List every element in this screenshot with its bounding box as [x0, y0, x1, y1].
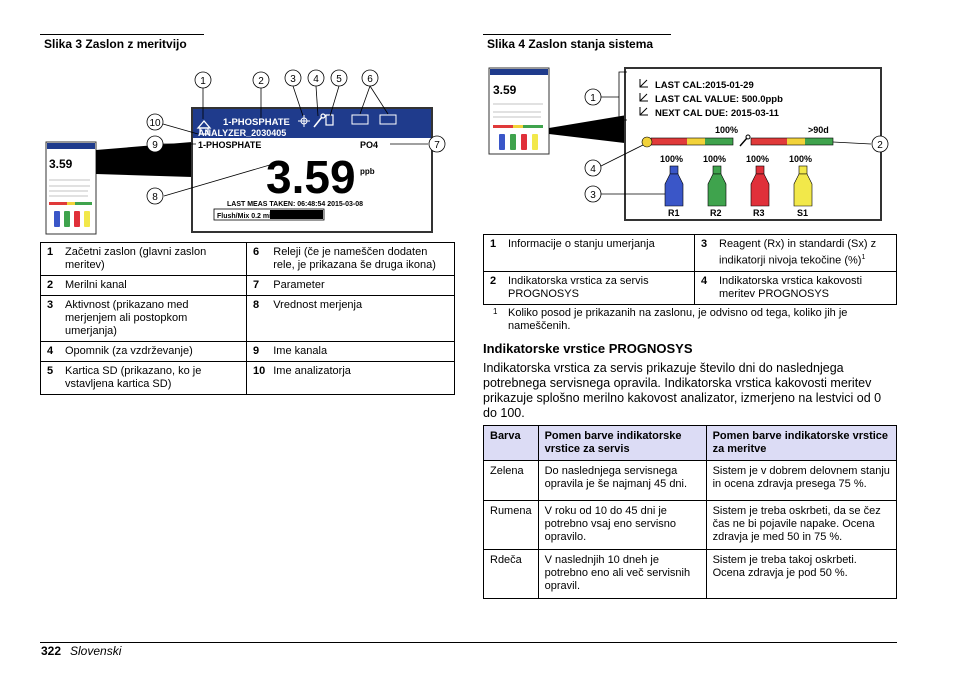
legend-text: Ime analizatorja	[267, 362, 454, 395]
legend-text: Parameter	[267, 276, 454, 296]
legend-num: 7	[247, 276, 268, 296]
legend-row	[41, 243, 455, 276]
table-row	[484, 461, 897, 501]
system-status-figure	[483, 62, 903, 224]
table-cell: V roku od 10 do 45 dni je potrebno vsaj eno servisno opravilo.	[538, 501, 706, 550]
legend-text: Ime kanala	[267, 342, 454, 362]
callout-9: 9	[152, 140, 158, 151]
figure-rule-right	[483, 34, 671, 35]
footer-rule	[40, 642, 897, 643]
legend-num: 2	[484, 271, 503, 304]
figure-3-title: Slika 3 Zaslon z meritvijo	[44, 37, 187, 51]
callout-2: 2	[258, 76, 264, 87]
callout-1: 1	[590, 93, 596, 104]
table-cell: Rumena	[484, 501, 539, 550]
svg-text:3.59: 3.59	[493, 83, 517, 97]
legend-text: Informacije o stanju umerjanja	[502, 235, 695, 272]
legend-num: 5	[41, 362, 60, 395]
figure-4-legend-table	[483, 234, 897, 305]
callout-4: 4	[590, 164, 596, 175]
service-bar	[751, 138, 833, 145]
quality-gauge-icon	[642, 137, 652, 147]
legend-num: 1	[41, 243, 60, 276]
screen-last-meas: LAST MEAS TAKEN: 06:48:54 2015-03-08	[227, 201, 364, 208]
last-cal-value: LAST CAL VALUE: 500.0ppb	[655, 94, 783, 105]
legend-num: 3	[695, 235, 714, 272]
legend-row	[41, 296, 455, 342]
bottle-name: R2	[710, 208, 722, 218]
legend-text: Začetni zaslon (glavni zaslon meritev)	[59, 243, 247, 276]
legend-row	[41, 342, 455, 362]
color-meaning-table	[483, 425, 897, 599]
screen-value: 3.59	[266, 151, 356, 203]
legend-text: Indikatorska vrstica kakovosti meritev PROGNOSYS	[713, 271, 897, 304]
footnote-mark: 1	[493, 307, 498, 316]
legend-num: 6	[247, 243, 268, 276]
legend-row	[484, 271, 897, 304]
screen-channel-name: 1-PHOSPHATE	[198, 140, 262, 150]
bottle-name: R1	[668, 208, 680, 218]
figure-3-legend-table	[40, 242, 455, 395]
status-bar-text: Flush/Mix 0.2 min	[217, 213, 276, 220]
next-cal-due: NEXT CAL DUE: 2015-03-11	[655, 108, 779, 119]
page-number: 322	[41, 644, 62, 658]
legend-num: 10	[247, 362, 268, 395]
callout-3: 3	[290, 74, 296, 85]
legend-text: Indikatorska vrstica za servis PROGNOSYS	[502, 271, 695, 304]
legend-num: 2	[41, 276, 60, 296]
legend-num: 9	[247, 342, 268, 362]
callout-10: 10	[149, 118, 161, 129]
callout-6: 6	[367, 74, 373, 85]
bottle-pct: 100%	[660, 154, 684, 164]
callout-1: 1	[200, 76, 206, 87]
legend-num: 3	[41, 296, 60, 342]
legend-num: 4	[41, 342, 60, 362]
screen-header-channel: 1-PHOSPHATE	[223, 117, 290, 128]
footnote-text: Koliko posod je prikazanih na zaslonu, je odvisno od tega, koliko jih je nameščenih.	[508, 307, 848, 332]
table-cell: Sistem je treba oskrbeti, da se čez čas ne bi pojavile napake. Ocena zdravja je med 50 in 75 %.	[706, 501, 896, 550]
legend-text: Merilni kanal	[59, 276, 247, 296]
column-header: Pomen barve indikatorske vrstice za meritve	[706, 426, 896, 461]
legend-text: Kartica SD (prikazano, ko je vstavljena kartica SD)	[59, 362, 247, 395]
table-row	[484, 501, 897, 550]
legend-num: 1	[484, 235, 503, 272]
screen-parameter: PO4	[360, 140, 379, 150]
screen-analyzer-name: ANALYZER_2030405	[198, 128, 287, 138]
footnote-ref: 1	[861, 254, 866, 261]
legend-row	[41, 276, 455, 296]
table-cell: Sistem je v dobrem delovnem stanju in ocena zdravja presega 75 %.	[706, 461, 896, 501]
quality-bar	[651, 138, 733, 145]
legend-num: 8	[247, 296, 268, 342]
screen-unit: ppb	[360, 167, 375, 176]
table-cell: Sistem je treba takoj oskrbeti. Ocena zdravja je pod 50 %.	[706, 550, 896, 599]
figure-rule-left	[40, 34, 204, 35]
column-header: Barva	[484, 426, 539, 461]
legend-text: Aktivnost (prikazano med merjenjem ali postopkom umerjanja)	[59, 296, 247, 342]
measurement-screen-figure	[40, 62, 460, 242]
svg-text:3.59: 3.59	[49, 157, 73, 171]
table-cell: V naslednjih 10 dneh je potrebno eno ali več servisnih opravil.	[538, 550, 706, 599]
screen-thumbnail	[46, 142, 96, 234]
bottle-pct: 100%	[703, 154, 727, 164]
bottle-name: R3	[753, 208, 765, 218]
callout-8: 8	[152, 192, 158, 203]
bottle-pct: 100%	[789, 154, 813, 164]
column-header: Pomen barve indikatorske vrstice za servis	[538, 426, 706, 461]
table-header-row	[484, 426, 897, 461]
section-heading: Indikatorske vrstice PROGNOSYS	[483, 341, 693, 356]
legend-num: 4	[695, 271, 714, 304]
table-cell: Zelena	[484, 461, 539, 501]
legend-row	[484, 235, 897, 272]
legend-row	[41, 362, 455, 395]
table-cell: Rdeča	[484, 550, 539, 599]
callout-5: 5	[336, 74, 342, 85]
legend-text: Opomnik (za vzdrževanje)	[59, 342, 247, 362]
bottle-pct: 100%	[746, 154, 770, 164]
quality-bar-label: 100%	[715, 125, 739, 135]
footer-language: Slovenski	[70, 644, 122, 658]
table-cell: Do naslednjega servisnega opravila je še najmanj 45 dni.	[538, 461, 706, 501]
callout-7: 7	[434, 140, 440, 151]
legend-text: Releji (če je nameščen dodaten rele, je prikazana še druga ikona)	[267, 243, 454, 276]
bottle-name: S1	[797, 208, 809, 218]
service-bar-label: >90d	[808, 125, 829, 135]
legend-text: Reagent (Rx) in standardi (Sx) z indikatorji nivoja tekočine (%)$^1$	[713, 235, 897, 272]
section-paragraph: Indikatorska vrstica za servis prikazuje število dni do naslednjega potrebnega servisnega opravila. Indikatorska vrstica kakovosti meritev prikazuje splošno merilno kakovost analizator, izmerjeno na lestvici od 0 do 100.	[483, 361, 882, 420]
legend-text: Vrednost merjenja	[267, 296, 454, 342]
last-cal: LAST CAL:2015-01-29	[655, 80, 754, 91]
callout-2: 2	[877, 140, 883, 151]
figure-4-title: Slika 4 Zaslon stanja sistema	[487, 37, 654, 51]
table-row	[484, 550, 897, 599]
callout-3: 3	[590, 190, 596, 201]
callout-4: 4	[313, 74, 319, 85]
